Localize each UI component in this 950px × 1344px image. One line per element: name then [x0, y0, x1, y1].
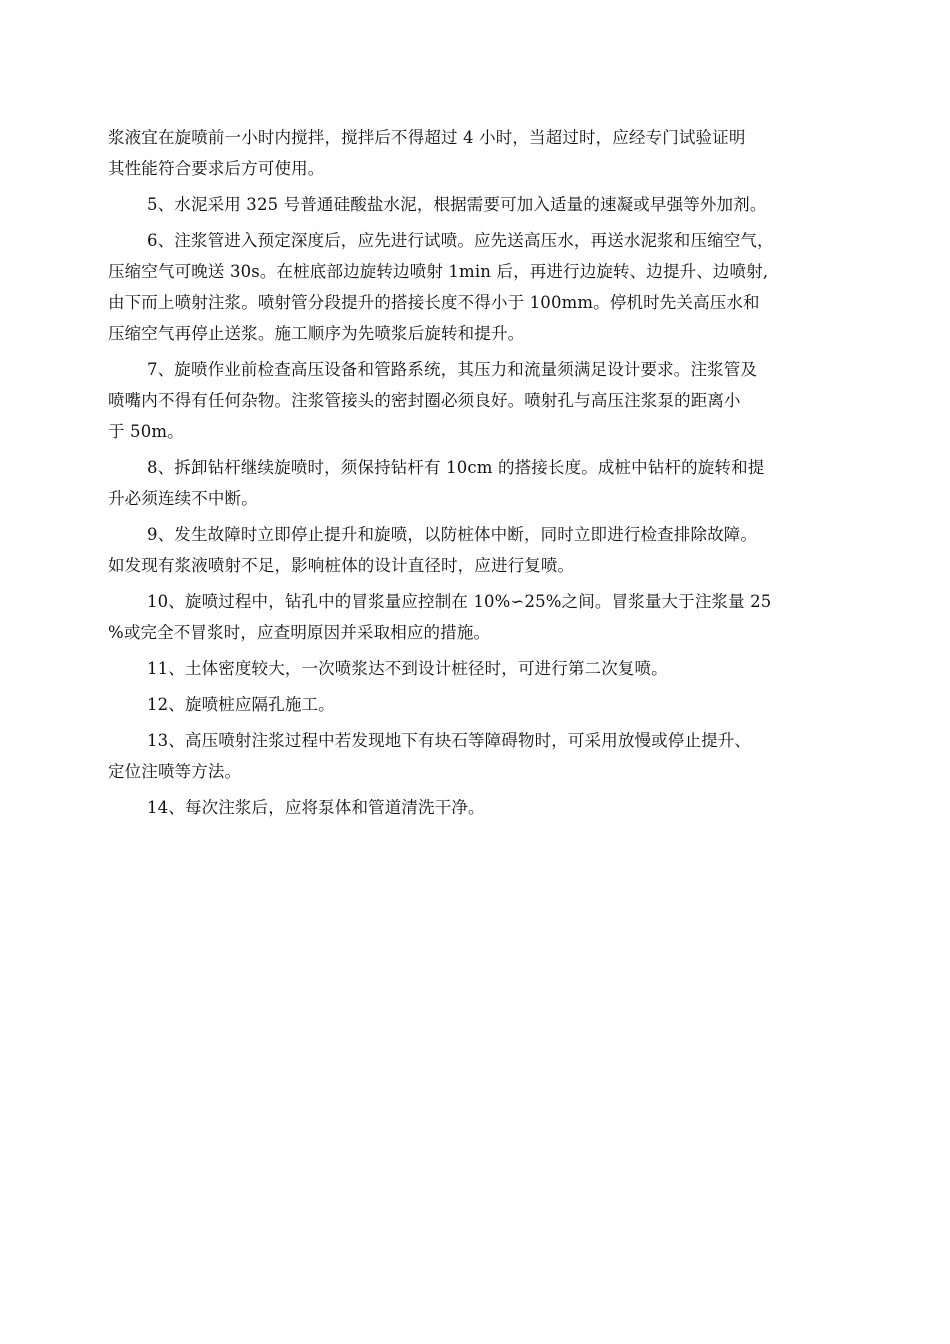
- paragraph-item-8: [108, 452, 850, 514]
- text-line: 由下而上喷射注浆。喷射管分段提升的搭接长度不得小于 100mm。停机时先关高压水和: [108, 293, 760, 312]
- document-body: [108, 122, 850, 828]
- text-line: 12、旋喷桩应隔孔施工。: [147, 695, 335, 714]
- paragraph-item-11: [108, 653, 850, 684]
- paragraph-item-14: [108, 792, 850, 823]
- text-line: 压缩空气可晚送 30s。在桩底部边旋转边喷射 1min 后，再进行边旋转、边提升、边喷射,: [108, 262, 769, 281]
- paragraph-item-12: [108, 689, 850, 720]
- text-line: 7、旋喷作业前检查高压设备和管路系统，其压力和流量须满足设计要求。注浆管及: [147, 360, 758, 379]
- paragraph-item-10: [108, 586, 850, 648]
- text-line: 如发现有浆液喷射不足，影响桩体的设计直径时，应进行复喷。: [108, 556, 575, 575]
- text-line: 喷嘴内不得有任何杂物。注浆管接头的密封圈必须良好。喷射孔与高压注浆泵的距离小: [108, 391, 741, 410]
- paragraph-item-9: [108, 519, 850, 581]
- paragraph-item-6: [108, 225, 850, 349]
- text-line: 压缩空气再停止送浆。施工顺序为先喷浆后旋转和提升。: [108, 324, 525, 343]
- text-line: 8、拆卸钻杆继续旋喷时，须保持钻杆有 10cm 的搭接长度。成桩中钻杆的旋转和提: [147, 458, 765, 477]
- paragraph-item-7: [108, 354, 850, 447]
- paragraph-continuation: [108, 122, 850, 184]
- text-line: 9、发生故障时立即停止提升和旋喷，以防桩体中断，同时立即进行检查排除故障。: [147, 525, 758, 544]
- text-line: 定位注喷等方法。: [108, 762, 242, 781]
- text-line: 13、高压喷射注浆过程中若发现地下有块石等障碍物时，可采用放慢或停止提升、: [147, 731, 752, 750]
- text-line: 14、每次注浆后，应将泵体和管道清洗干净。: [147, 798, 485, 817]
- text-line: 浆液宜在旋喷前一小时内搅拌，搅拌后不得超过 4 小时，当超过时，应经专门试验证明: [108, 128, 746, 147]
- text-line: 11、土体密度较大，一次喷浆达不到设计桩径时，可进行第二次复喷。: [147, 659, 668, 678]
- text-line: 10、旋喷过程中，钻孔中的冒浆量应控制在 10%∽25%之间。冒浆量大于注浆量 25: [147, 592, 772, 611]
- text-line: 升必须连续不中断。: [108, 489, 258, 508]
- text-line: 其性能符合要求后方可使用。: [108, 159, 325, 178]
- text-line: %或完全不冒浆时，应查明原因并采取相应的措施。: [108, 623, 491, 642]
- text-line: 5、水泥采用 325 号普通硅酸盐水泥，根据需要可加入适量的速凝或早强等外加剂。: [147, 195, 767, 214]
- paragraph-item-5: [108, 189, 850, 220]
- paragraph-item-13: [108, 725, 850, 787]
- text-line: 于 50m。: [108, 422, 184, 441]
- text-line: 6、注浆管进入预定深度后，应先进行试喷。应先送高压水，再送水泥浆和压缩空气，: [147, 231, 774, 250]
